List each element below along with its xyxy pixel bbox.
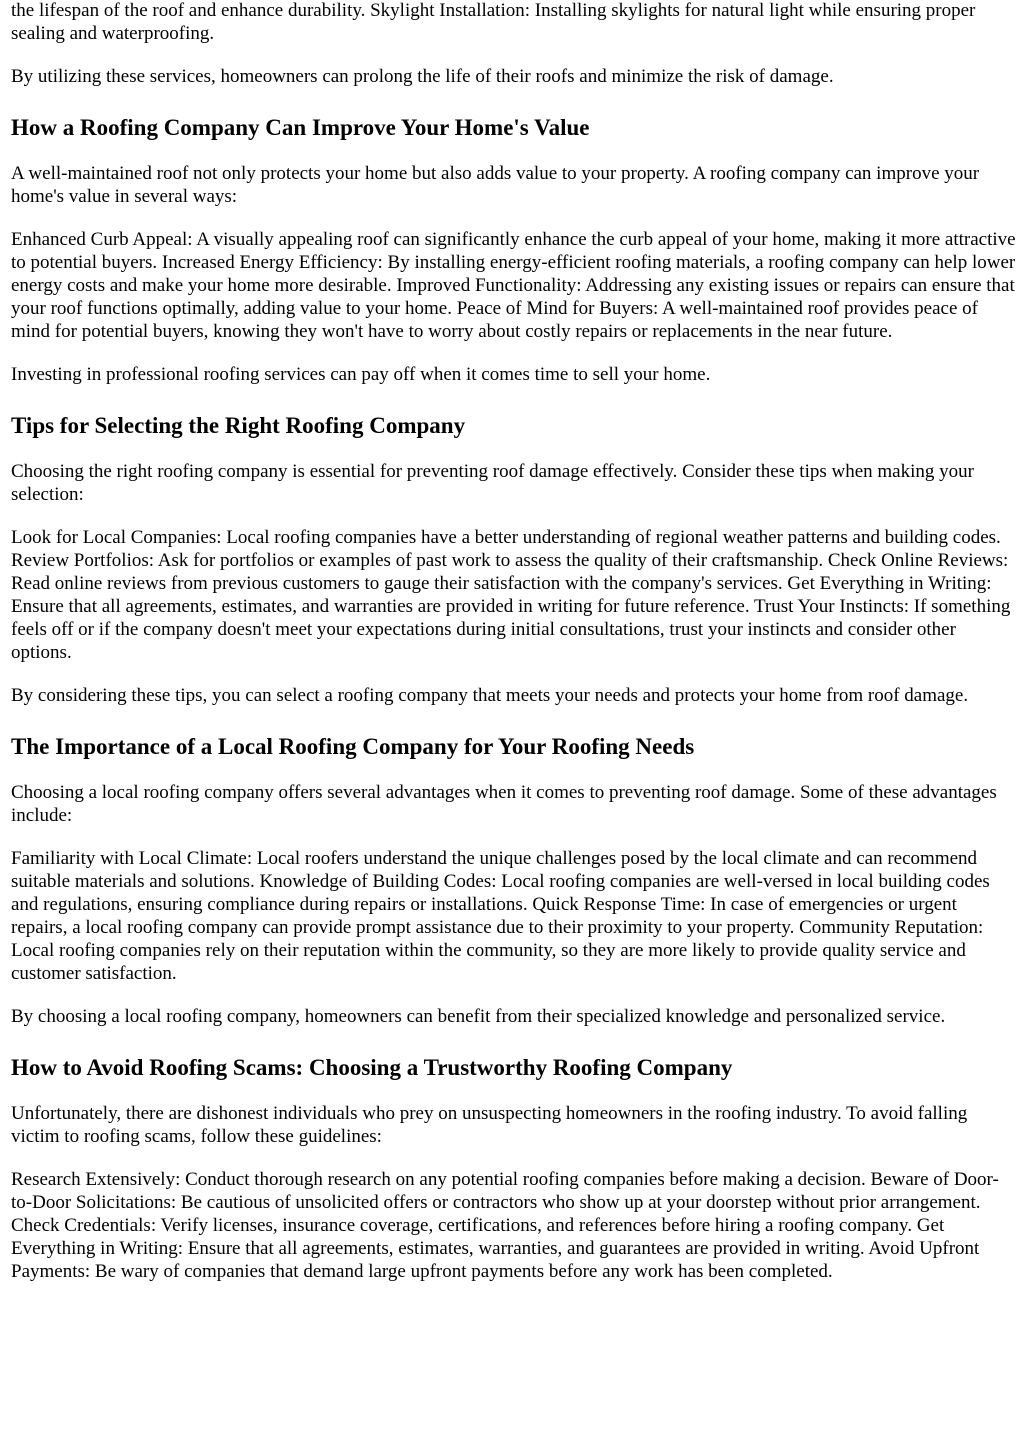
section-body-avoid-scams: Research Extensively: Conduct thorough research on any potential roofing companies before making a decision. Beware of Door-to-Door Solicitations: Be cautious of unsolicited offers or contractors who show up at your doorstep without prior arrangement. Check Credentials: Verify licenses, insurance coverage, certifications, and references before hiring a roofing company. Get Everything in Writing: Ensure that all agreements, estimates, warranties, and guarantees are provided in writing. Avoid Upfront Payments: Be wary of companies that demand large upfront payments before any work has been completed. [11,1169,999,1282]
section-heading-avoid-scams: How to Avoid Roofing Scams: Choosing a Trustworthy Roofing Company [11,1055,733,1080]
section-closing-selection-tips: By considering these tips, you can select a roofing company that meets your needs and protects your home from roof damage. [11,685,969,706]
section-closing-home-value: Investing in professional roofing services can pay off when it comes time to sell your home. [11,364,711,385]
intro-closing-paragraph: By utilizing these services, homeowners can prolong the life of their roofs and minimize the risk of damage. [11,66,834,87]
intro-continued-paragraph: the lifespan of the roof and enhance durability. Skylight Installation: Installing skylights for natural light while ensuring proper sealing and waterproofing. [11,0,976,44]
section-lead-selection-tips: Choosing the right roofing company is essential for preventing roof damage effectively. Consider these tips when making your selection: [11,461,974,505]
section-lead-home-value: A well-maintained roof not only protects your home but also adds value to your property. A roofing company can improve your home's value in several ways: [11,163,980,207]
section-body-home-value: Enhanced Curb Appeal: A visually appealing roof can significantly enhance the curb appeal of your home, making it more attractive to potential buyers. Increased Energy Efficiency: By installing energy-efficient roofing materials, a roofing company can help lower energy costs and make your home more desirable. Improved Functionality: Addressing any existing issues or repairs can ensure that your roof functions optimally, adding value to your home. Peace of Mind for Buyers: A well-maintained roof provides peace of mind for potential buyers, knowing they won't have to worry about costly repairs or replacements in the near future. [11,229,1016,342]
section-lead-local-company: Choosing a local roofing company offers several advantages when it comes to preventing roof damage. Some of these advantages include: [11,782,997,826]
section-heading-home-value: How a Roofing Company Can Improve Your Home's Value [11,115,590,140]
section-closing-local-company: By choosing a local roofing company, homeowners can benefit from their specialized knowledge and personalized service. [11,1006,946,1027]
section-body-selection-tips: Look for Local Companies: Local roofing companies have a better understanding of regional weather patterns and building codes. Review Portfolios: Ask for portfolios or examples of past work to assess the quality of their craftsmanship. Check Online Reviews: Read online reviews from previous customers to gauge their satisfaction with the company's services. Get Everything in Writing: Ensure that all agreements, estimates, and warranties are provided in writing for future reference. Trust Your Instincts: If something feels off or if the company doesn't meet your expectations during initial consultations, trust your instincts and consider other options. [11,527,1011,663]
section-heading-local-company: The Importance of a Local Roofing Company for Your Roofing Needs [11,734,695,759]
section-lead-avoid-scams: Unfortunately, there are dishonest individuals who prey on unsuspecting homeowners in the roofing industry. To avoid falling victim to roofing scams, follow these guidelines: [11,1103,968,1147]
section-body-local-company: Familiarity with Local Climate: Local roofers understand the unique challenges posed by the local climate and can recommend suitable materials and solutions. Knowledge of Building Codes: Local roofing companies are well-versed in local building codes and regulations, ensuring compliance during repairs or installations. Quick Response Time: In case of emergencies or urgent repairs, a local roofing company can provide prompt assistance due to their proximity to your property. Community Reputation: Local roofing companies rely on their reputation within the community, so they are more likely to provide quality service and customer satisfaction. [11,848,990,984]
section-heading-selection-tips: Tips for Selecting the Right Roofing Company [11,413,466,438]
